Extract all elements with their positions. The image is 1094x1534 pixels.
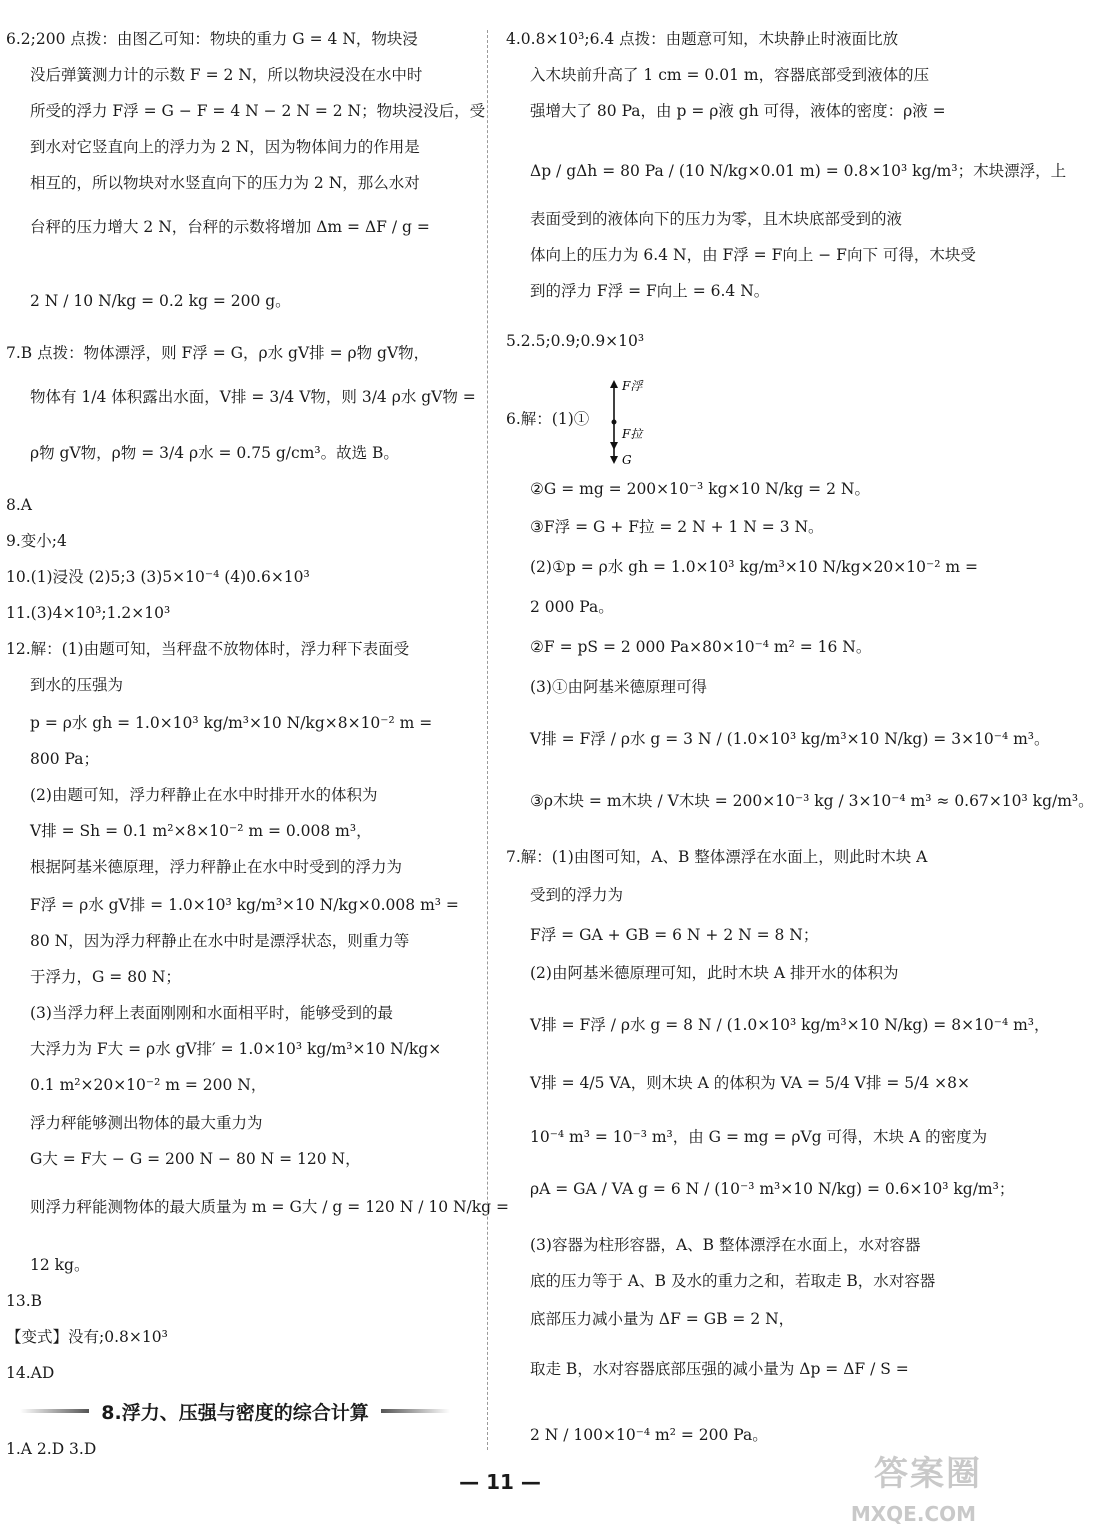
left-line: 0.1 m²×20×10⁻² m = 200 N， <box>30 1076 267 1094</box>
right-line: F浮 = GA + GB = 6 N + 2 N = 8 N； <box>530 926 819 944</box>
right-line: (3)①由阿基米德原理可得 <box>530 678 707 696</box>
right-line: 体向上的压力为 6.4 N，由 F浮 = F向上 − F向下 可得，木块受 <box>530 246 976 264</box>
left-line: 800 Pa； <box>30 750 99 768</box>
left-line: 9.变小;4 <box>6 532 67 550</box>
right-line: ②F = pS = 2 000 Pa×80×10⁻⁴ m² = 16 N。 <box>530 638 872 656</box>
right-line: ③ρ木块 = m木块 / V木块 = 200×10⁻³ kg / 3×10⁻⁴ m³ ≈ 0.67×10³ kg/m³。 <box>530 792 1094 810</box>
right-line: ③F浮 = G + F拉 = 2 N + 1 N = 3 N。 <box>530 518 824 536</box>
page-number: — 11 — <box>459 1470 541 1494</box>
left-line: 相互的，所以物块对水竖直向下的压力为 2 N，那么水对 <box>30 174 420 192</box>
right-line: 取走 B，水对容器底部压强的减小量为 Δp = ΔF / S = <box>530 1360 909 1378</box>
left-line: 根据阿基米德原理，浮力秤静止在水中时受到的浮力为 <box>30 858 403 876</box>
left-line: F浮 = ρ水 gV排 = 1.0×10³ kg/m³×10 N/kg×0.008 m³ = <box>30 896 459 914</box>
right-line: Δp / gΔh = 80 Pa / (10 N/kg×0.01 m) = 0.8×10³ kg/m³；木块漂浮，上 <box>530 162 1067 180</box>
left-line: 台秤的压力增大 2 N，台秤的示数将增加 Δm = ΔF / g = <box>30 218 430 236</box>
left-line: ρ物 gV物，ρ物 = 3/4 ρ水 = 0.75 g/cm³。故选 B。 <box>30 444 399 462</box>
left-line: (2)由题可知，浮力秤静止在水中时排开水的体积为 <box>30 786 378 804</box>
right-line: V排 = 4/5 VA，则木块 A 的体积为 VA = 5/4 V排 = 5/4 ×8× <box>530 1074 971 1092</box>
left-line: 【变式】没有;0.8×10³ <box>6 1328 168 1346</box>
left-line: 2 N / 10 N/kg = 0.2 kg = 200 g。 <box>30 292 291 310</box>
right-line: (2)①p = ρ水 gh = 1.0×10³ kg/m³×10 N/kg×20×10⁻² m = <box>530 558 978 576</box>
left-line: 12.解：(1)由题可知，当秤盘不放物体时，浮力秤下表面受 <box>6 640 410 658</box>
column-divider <box>487 30 488 1450</box>
heading-rule-left <box>20 1409 89 1413</box>
watermark-logo: 答案圈 <box>874 1454 982 1494</box>
section-heading <box>20 1395 450 1427</box>
section-title-text: 8.浮力、压强与密度的综合计算 <box>101 1401 369 1424</box>
right-line: 4.0.8×10³;6.4 点拨：由题意可知，木块静止时液面比放 <box>506 30 899 48</box>
left-line: 12 kg。 <box>30 1256 90 1274</box>
right-line: (3)容器为柱形容器，A、B 整体漂浮在水面上，水对容器 <box>530 1236 921 1254</box>
right-line: 底部压力减小量为 ΔF = GB = 2 N， <box>530 1310 795 1328</box>
pull-label: F拉 <box>622 427 643 441</box>
left-line: 到水的压强为 <box>30 676 124 694</box>
right-line: 底的压力等于 A、B 及水的重力之和，若取走 B，水对容器 <box>530 1272 936 1290</box>
left-line: 14.AD <box>6 1364 55 1382</box>
left-line: 1.A 2.D 3.D <box>6 1440 97 1458</box>
left-line: 大浮力为 F大 = ρ水 gV排′ = 1.0×10³ kg/m³×10 N/kg× <box>30 1040 442 1058</box>
right-line: 6.解：(1)① <box>506 410 590 428</box>
left-line: 7.B 点拨：物体漂浮，则 F浮 = G，ρ水 gV排 = ρ物 gV物， <box>6 344 430 362</box>
left-line: 80 N，因为浮力秤静止在水中时是漂浮状态，则重力等 <box>30 932 410 950</box>
heading-rule-right <box>381 1409 450 1413</box>
gravity-arrowhead <box>610 456 618 464</box>
watermark <box>812 1446 982 1526</box>
right-line: 强增大了 80 Pa，由 p = ρ液 gh 可得，液体的密度：ρ液 = <box>530 102 946 120</box>
left-line: 8.A <box>6 496 32 514</box>
left-line: 所受的浮力 F浮 = G − F = 4 N − 2 N = 2 N；物块浸没后，受 <box>30 102 486 120</box>
left-line: 10.(1)浸没 (2)5;3 (3)5×10⁻⁴ (4)0.6×10³ <box>6 568 310 586</box>
force-origin-point <box>612 420 617 425</box>
left-line: 11.(3)4×10³;1.2×10³ <box>6 604 171 622</box>
right-line: 5.2.5;0.9;0.9×10³ <box>506 332 645 350</box>
left-line: 到水对它竖直向上的浮力为 2 N，因为物体间力的作用是 <box>30 138 420 156</box>
left-line: 于浮力，G = 80 N； <box>30 968 181 986</box>
right-line: 表面受到的液体向下的压力为零，且木块底部受到的液 <box>530 210 903 228</box>
right-line: V排 = F浮 / ρ水 g = 3 N / (1.0×10³ kg/m³×10 N/kg) = 3×10⁻⁴ m³。 <box>530 730 1050 748</box>
left-line: V排 = Sh = 0.1 m²×8×10⁻² m = 0.008 m³， <box>30 822 372 840</box>
force-diagram <box>600 378 660 468</box>
left-line: G大 = F大 − G = 200 N − 80 N = 120 N， <box>30 1150 361 1168</box>
right-line: V排 = F浮 / ρ水 g = 8 N / (1.0×10³ kg/m³×10 N/kg) = 8×10⁻⁴ m³， <box>530 1016 1050 1034</box>
right-line: 受到的浮力为 <box>530 886 624 904</box>
left-line: p = ρ水 gh = 1.0×10³ kg/m³×10 N/kg×8×10⁻² m = <box>30 714 433 732</box>
buoyancy-label: F浮 <box>622 379 643 393</box>
right-line: 2 N / 100×10⁻⁴ m² = 200 Pa。 <box>530 1426 768 1444</box>
right-line: ρA = GA / VA g = 6 N / (10⁻³ m³×10 N/kg) = 0.6×10³ kg/m³； <box>530 1180 1015 1198</box>
gravity-label: G <box>622 453 632 467</box>
right-line: 7.解：(1)由图可知，A、B 整体漂浮在水面上，则此时木块 A <box>506 848 928 866</box>
left-line: 浮力秤能够测出物体的最大重力为 <box>30 1114 263 1132</box>
left-line: (3)当浮力秤上表面刚刚和水面相平时，能够受到的最 <box>30 1004 393 1022</box>
left-line: 13.B <box>6 1292 43 1310</box>
right-line: (2)由阿基米德原理可知，此时木块 A 排开水的体积为 <box>530 964 899 982</box>
left-line: 则浮力秤能测物体的最大质量为 m = G大 / g = 120 N / 10 N/kg = <box>30 1198 510 1216</box>
left-line: 6.2;200 点拨：由图乙可知：物块的重力 G = 4 N，物块浸 <box>6 30 418 48</box>
buoyancy-arrowhead <box>610 380 618 388</box>
right-line: 到的浮力 F浮 = F向上 = 6.4 N。 <box>530 282 770 300</box>
right-line: ②G = mg = 200×10⁻³ kg×10 N/kg = 2 N。 <box>530 480 870 498</box>
right-line: 2 000 Pa。 <box>530 598 614 616</box>
left-line: 没后弹簧测力计的示数 F = 2 N，所以物块浸没在水中时 <box>30 66 423 84</box>
right-line: 10⁻⁴ m³ = 10⁻³ m³，由 G = mg = ρVg 可得，木块 A 的密度为 <box>530 1128 988 1146</box>
watermark-url: MXQE.COM <box>850 1502 976 1526</box>
left-line: 物体有 1/4 体积露出水面，V排 = 3/4 V物，则 3/4 ρ水 gV物 = <box>30 388 476 406</box>
right-line: 入木块前升高了 1 cm = 0.01 m，容器底部受到液体的压 <box>530 66 930 84</box>
